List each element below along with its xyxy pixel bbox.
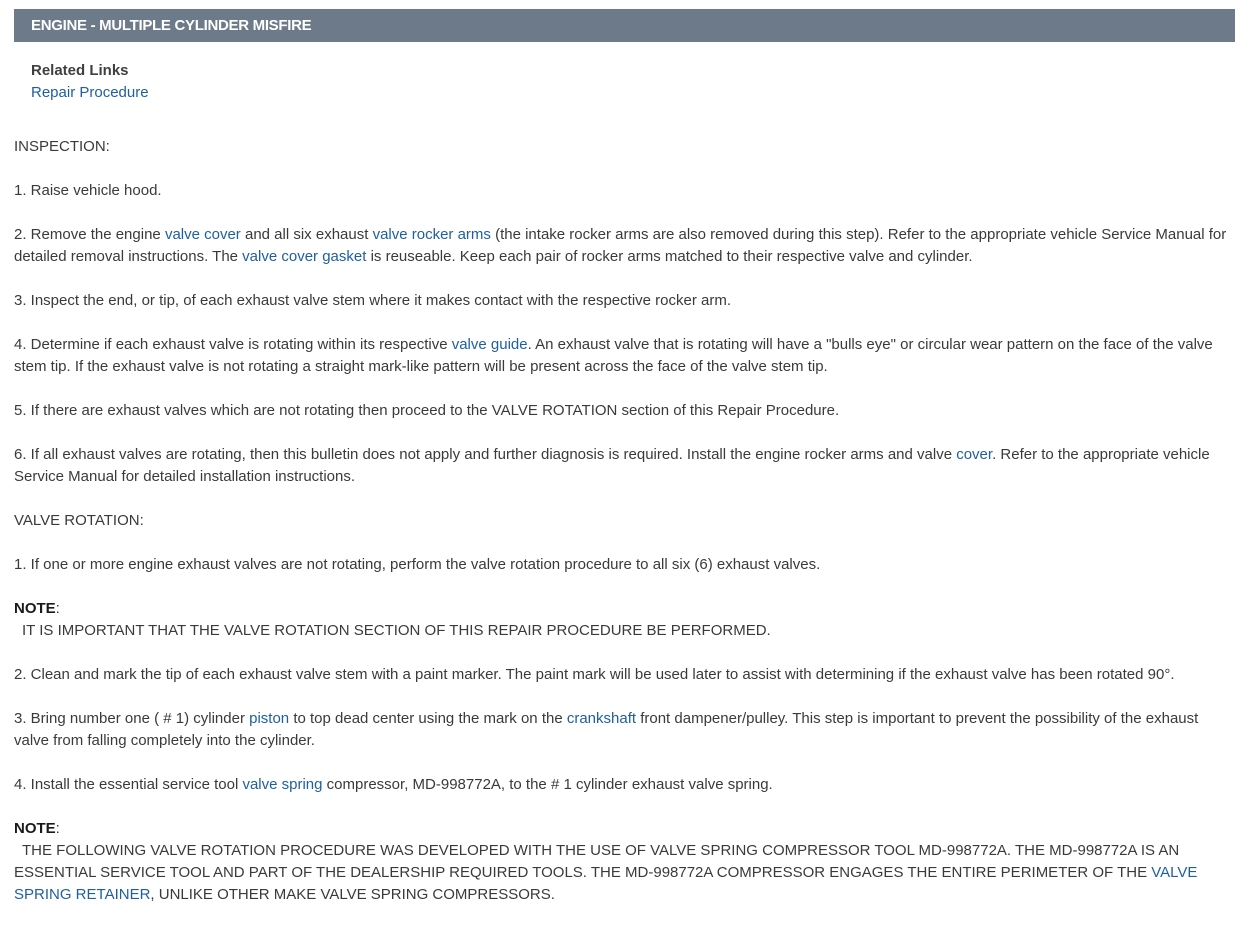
cover-link[interactable]: cover (956, 446, 993, 463)
inspection-step-3: 3. Inspect the end, or tip, of each exhaust valve stem where it makes contact with the respective rocker arm. (14, 292, 732, 309)
step-text: and all six exhaust (240, 226, 373, 243)
inspection-step-4 (14, 334, 1229, 378)
rotation-step-3 (14, 708, 1229, 752)
valve-guide-link[interactable]: valve guide (451, 336, 528, 353)
step-text: . An exhaust valve that is rotating will have a "bulls eye" or circular wear pattern on the face of the valve stem tip. If the exhaust valve is not rotating a straight mark-like pattern will be present across the face of the valve stem tip. (14, 336, 1213, 375)
valve-cover-link[interactable]: valve cover (164, 226, 241, 243)
note-label: NOTE (14, 600, 56, 617)
related-links-heading: Related Links (31, 62, 129, 79)
piston-link[interactable]: piston (249, 710, 290, 727)
step-text: (the intake rocker arms are also removed during this step). Refer to the appropriate vehicle Service Manual for detailed removal instructions. The (14, 226, 1227, 265)
note-1 (14, 598, 1229, 642)
valve-rocker-arms-link[interactable]: valve rocker arms (372, 226, 491, 243)
step-text: 4. Install the essential service tool (14, 776, 243, 793)
inspection-step-5: 5. If there are exhaust valves which are not rotating then proceed to the VALVE ROTATION section of this Repair Procedure. (14, 402, 840, 419)
step-text: is reuseable. Keep each pair of rocker arms matched to their respective valve and cylinder. (366, 248, 973, 265)
step-text: 3. Bring number one ( # 1) cylinder (14, 710, 250, 727)
valve-spring-retainer-link[interactable]: VALVE SPRING RETAINER (14, 864, 1198, 903)
page-title: ENGINE - MULTIPLE CYLINDER MISFIRE (14, 9, 1235, 42)
note-colon: : (55, 820, 60, 837)
related-links (31, 60, 149, 104)
crankshaft-link[interactable]: crankshaft (566, 710, 637, 727)
step-text: 2. Remove the engine (14, 226, 165, 243)
note-text: IT IS IMPORTANT THAT THE VALVE ROTATION SECTION OF THIS REPAIR PROCEDURE BE PERFORMED. (22, 622, 771, 639)
valve-rotation-heading: VALVE ROTATION: (14, 512, 144, 529)
step-text: to top dead center using the mark on the (289, 710, 567, 727)
document-body (14, 136, 1229, 928)
inspection-step-6 (14, 444, 1229, 488)
step-text: . Refer to the appropriate vehicle Service Manual for detailed installation instructions. (14, 446, 1210, 485)
inspection-step-2 (14, 224, 1229, 268)
note-label: NOTE (14, 820, 56, 837)
rotation-step-1: 1. If one or more engine exhaust valves are not rotating, perform the valve rotation procedure to all six (6) exhaust valves. (14, 556, 821, 573)
rotation-step-4 (14, 774, 1229, 796)
step-text: front dampener/pulley. This step is important to prevent the possibility of the exhaust valve from falling completely into the cylinder. (14, 710, 1199, 749)
note-text: , UNLIKE OTHER MAKE VALVE SPRING COMPRESSORS. (150, 886, 555, 903)
repair-procedure-link[interactable]: Repair Procedure (31, 84, 149, 101)
inspection-heading: INSPECTION: (14, 138, 110, 155)
note-2 (14, 818, 1229, 906)
note-colon: : (55, 600, 60, 617)
step-text: compressor, MD-998772A, to the # 1 cylinder exhaust valve spring. (322, 776, 773, 793)
valve-spring-link[interactable]: valve spring (242, 776, 323, 793)
step-text: 6. If all exhaust valves are rotating, then this bulletin does not apply and further diagnosis is required. Install the engine rocker arms and valve (14, 446, 957, 463)
rotation-step-2: 2. Clean and mark the tip of each exhaust valve stem with a paint marker. The paint mark will be used later to assist with determining if the exhaust valve has been rotated 90°. (14, 666, 1175, 683)
inspection-step-1: 1. Raise vehicle hood. (14, 182, 162, 199)
step-text: 4. Determine if each exhaust valve is rotating within its respective (14, 336, 452, 353)
valve-cover-gasket-link[interactable]: valve cover gasket (242, 248, 367, 265)
note-text: THE FOLLOWING VALVE ROTATION PROCEDURE WAS DEVELOPED WITH THE USE OF VALVE SPRING COMPRESSOR TOOL MD-998772A. THE MD-998772A IS AN ESSENTIAL SERVICE TOOL AND PART OF THE DEALERSHIP REQUIRED TOOLS. THE MD-998772A COMPRESSOR ENGAGES THE ENTIRE PERIMETER OF THE (14, 842, 1180, 881)
